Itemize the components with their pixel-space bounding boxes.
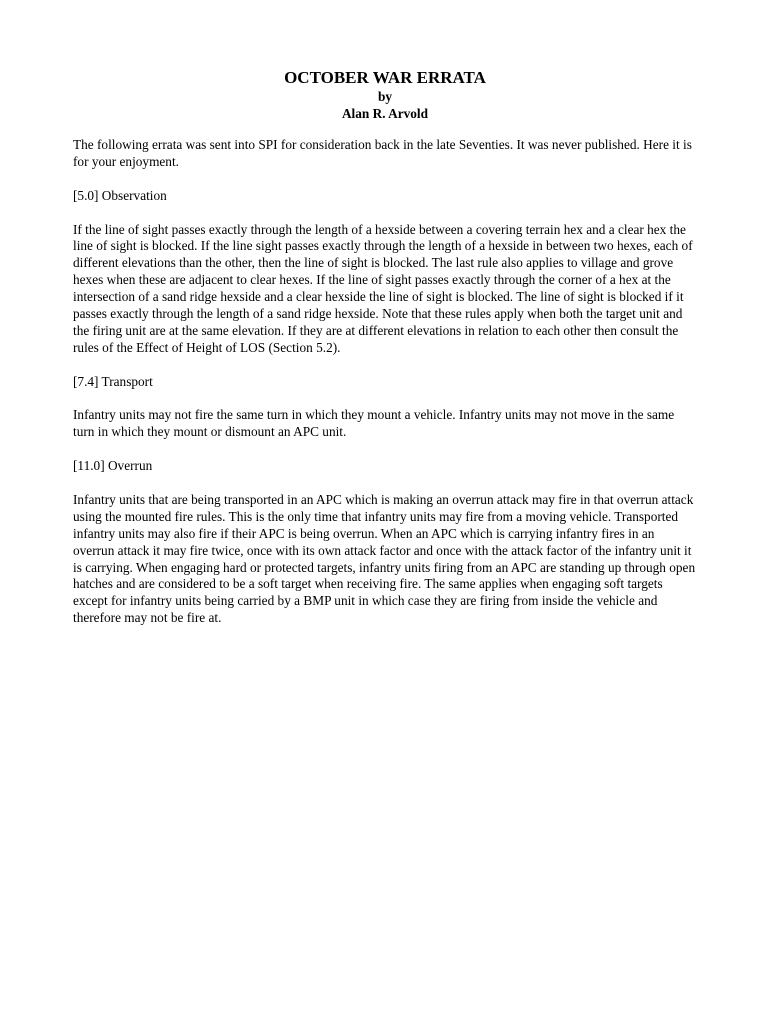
section-heading-overrun: [11.0] Overrun xyxy=(73,458,153,474)
section-body-transport: Infantry units may not fire the same turn in which they mount a vehicle. Infantry units may not move in the same turn in which they mount or dismount an APC unit. xyxy=(73,407,675,440)
spacer xyxy=(73,171,697,188)
author-name: Alan R. Arvold xyxy=(341,106,429,121)
intro-paragraph: The following errata was sent into SPI for consideration back in the late Seventies. It was never published. Here it is for your enjoyment. xyxy=(73,137,692,169)
document-title: OCTOBER WAR ERRATA xyxy=(284,68,486,87)
section-heading-transport: [7.4] Transport xyxy=(73,373,153,389)
spacer xyxy=(73,391,697,408)
spacer xyxy=(73,122,697,137)
section-body-observation: If the line of sight passes exactly through the length of a hexside between a covering terrain hex and a clear hex the line of sight is blocked. If the line sight passes exactly through the length of a hexside in between two hexes, each of different elevations than the other, then the line of sight is blocked. The last rule also applies to village and grove hexes when these are adjacent to clear hexes. If the line of sight passes exactly through the corner of a hex at the intersection of a sand ridge hexside and a clear hexside the line of sight is blocked. The line of sight is blocked if it passes exactly through the length of a sand ridge hexside. Note that these rules apply when both the target unit and the firing unit are at the same elevation. If they are at different elevations in relation to each other then consult the rules of the Effect of Height of LOS (Section 5.2). xyxy=(73,221,693,355)
spacer xyxy=(73,441,697,458)
section-body-overrun: Infantry units that are being transported in an APC which is making an overrun attack may fire in that overrun attack using the mounted fire rules. This is the only time that infantry units may fire from a moving vehicle. Transported infantry units may also fire if their APC is being overrun. When an APC which is carrying infantry fires in an overrun attack it may fire twice, once with its own attack factor and once with the attack factor of the infantry unit it is carrying. When engaging hard or protected targets, infantry units firing from an APC are standing up through open hatches and are considered to be a soft target when receiving fire. The same applies when engaging soft targets except for infantry units being carried by a BMP unit in which case they are firing from inside the vehicle and therefore may not be fire at. xyxy=(73,491,696,626)
spacer xyxy=(73,475,697,492)
byline-by: by xyxy=(377,89,393,104)
document-page xyxy=(73,68,697,627)
spacer xyxy=(73,357,697,374)
spacer xyxy=(73,205,697,222)
section-heading-observation: [5.0] Observation xyxy=(73,187,167,203)
